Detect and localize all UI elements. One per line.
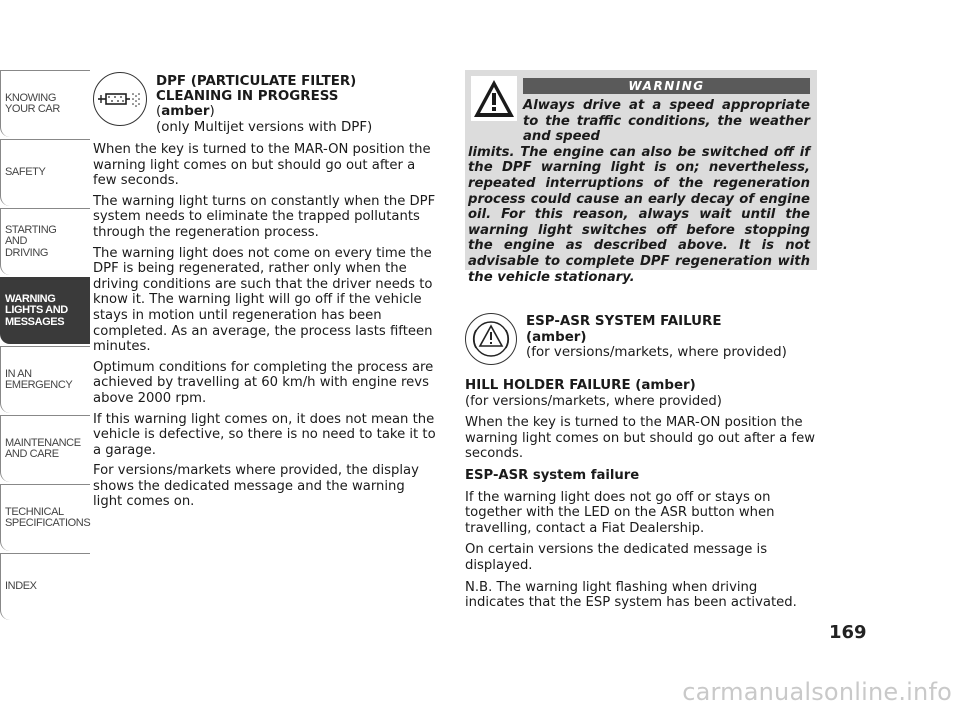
tab-label: STARTING	[5, 223, 57, 236]
tab-safety[interactable]	[0, 139, 90, 206]
tab-label: MAINTENANCE	[5, 436, 81, 449]
tab-knowing-your-car[interactable]	[0, 70, 90, 137]
hill-holder-note: (for versions/markets, where provided)	[465, 393, 722, 409]
esp-title: ESP-ASR SYSTEM FAILURE	[526, 314, 722, 329]
tab-label: SAFETY	[5, 166, 46, 179]
watermark: carmanualsonline.info	[682, 678, 952, 706]
tab-label: WARNING	[5, 292, 56, 305]
esp-note: (for versions/markets, where provided)	[526, 345, 787, 361]
hill-holder-title: HILL HOLDER FAILURE (amber)	[465, 378, 696, 393]
esp-paragraph: N.B. The warning light flashing when driving indicates that the ESP system has been activated.	[465, 579, 797, 611]
tab-label: MESSAGES	[5, 315, 65, 328]
esp-paragraph: If the warning light does not go off or stays on together with the LED on the ASR button when travelling, contact a Fiat Dealership.	[465, 489, 775, 536]
esp-asr-icon	[465, 313, 517, 365]
esp-body	[465, 378, 817, 617]
tab-label: SPECIFICATIONS	[5, 517, 91, 529]
tab-label: AND CARE	[5, 448, 59, 460]
dpf-note: (only Multijet versions with DPF)	[156, 119, 373, 135]
dpf-paragraph: Optimum conditions for completing the process are achieved by travelling at 60 km/h with engine revs above 2000 rpm.	[93, 359, 434, 406]
tab-label: INDEX	[5, 580, 37, 593]
dpf-paragraph: When the key is turned to the MAR-ON position the warning light comes on but should go out after a few seconds.	[93, 142, 431, 189]
tab-label: LIGHTS AND	[5, 304, 68, 317]
dpf-filter-icon	[93, 72, 147, 126]
page-number: 169	[829, 622, 867, 643]
tab-maintenance-and-care[interactable]	[0, 415, 90, 482]
warning-body: limits. The engine can also be switched off if the DPF warning light is on; nevertheless, repeated interruptions of the regeneration process could cause an early decay of engine oil. For this reason, always wait until the warning light switches off before stopping the engine as described above. It is not advisable to complete DPF regeneration with the vehicle stationary.	[468, 144, 810, 285]
tab-warning-lights-and-messages[interactable]	[0, 277, 90, 344]
esp-paragraph: When the key is turned to the MAR-ON position the warning light comes on but should go out after a few seconds.	[465, 415, 815, 462]
tab-label: DRIVING	[5, 246, 49, 259]
warning-label: WARNING	[523, 78, 810, 94]
esp-subtitle: ESP-ASR system failure	[465, 467, 640, 483]
tab-technical-specifications[interactable]	[0, 484, 90, 551]
dpf-title: DPF (PARTICULATE FILTER) CLEANING IN PROGRESS	[156, 74, 357, 105]
tab-label: TECHNICAL	[5, 505, 64, 518]
tab-label: YOUR CAR	[5, 103, 60, 115]
tab-label: KNOWING	[5, 91, 56, 104]
dpf-color: amber	[161, 104, 210, 120]
esp-paragraph: On certain versions the dedicated message is displayed.	[465, 542, 768, 573]
tab-label: EMERGENCY	[5, 379, 73, 391]
esp-color: (amber)	[526, 329, 587, 345]
tab-label: AND	[5, 235, 28, 248]
tab-index[interactable]	[0, 553, 90, 620]
dpf-paragraph: The warning light turns on constantly when the DPF system needs to eliminate the trapped pollutants through the regeneration process.	[93, 193, 436, 240]
warning-lead: Always drive at a speed appropriate to the traffic conditions, the weather and speed	[523, 98, 810, 145]
dpf-paragraph: The warning light does not come on every time the DPF is being regenerated, rather only when the driving conditions are such that the driver needs to know it. The warning light will go off if the vehicle stays in motion until regeneration has been completed. As an average, the process lasts fifteen minutes.	[93, 245, 433, 355]
dpf-body	[93, 142, 438, 515]
tab-label: IN AN	[5, 367, 32, 380]
tab-starting-and-driving[interactable]	[0, 208, 90, 275]
dpf-heading: DPF (PARTICULATE FILTER) CLEANING IN PROGRESS (amber) (only Multijet versions with DPF)	[156, 74, 426, 135]
dpf-paragraph: For versions/markets where provided, the display shows the dedicated message and the warning light comes on.	[93, 463, 419, 510]
dpf-paragraph: If this warning light comes on, it does not mean the vehicle is defective, so there is no need to take it to a garage.	[93, 411, 436, 458]
esp-heading	[526, 314, 816, 361]
tab-in-an-emergency[interactable]	[0, 346, 90, 413]
warning-text	[468, 98, 810, 285]
